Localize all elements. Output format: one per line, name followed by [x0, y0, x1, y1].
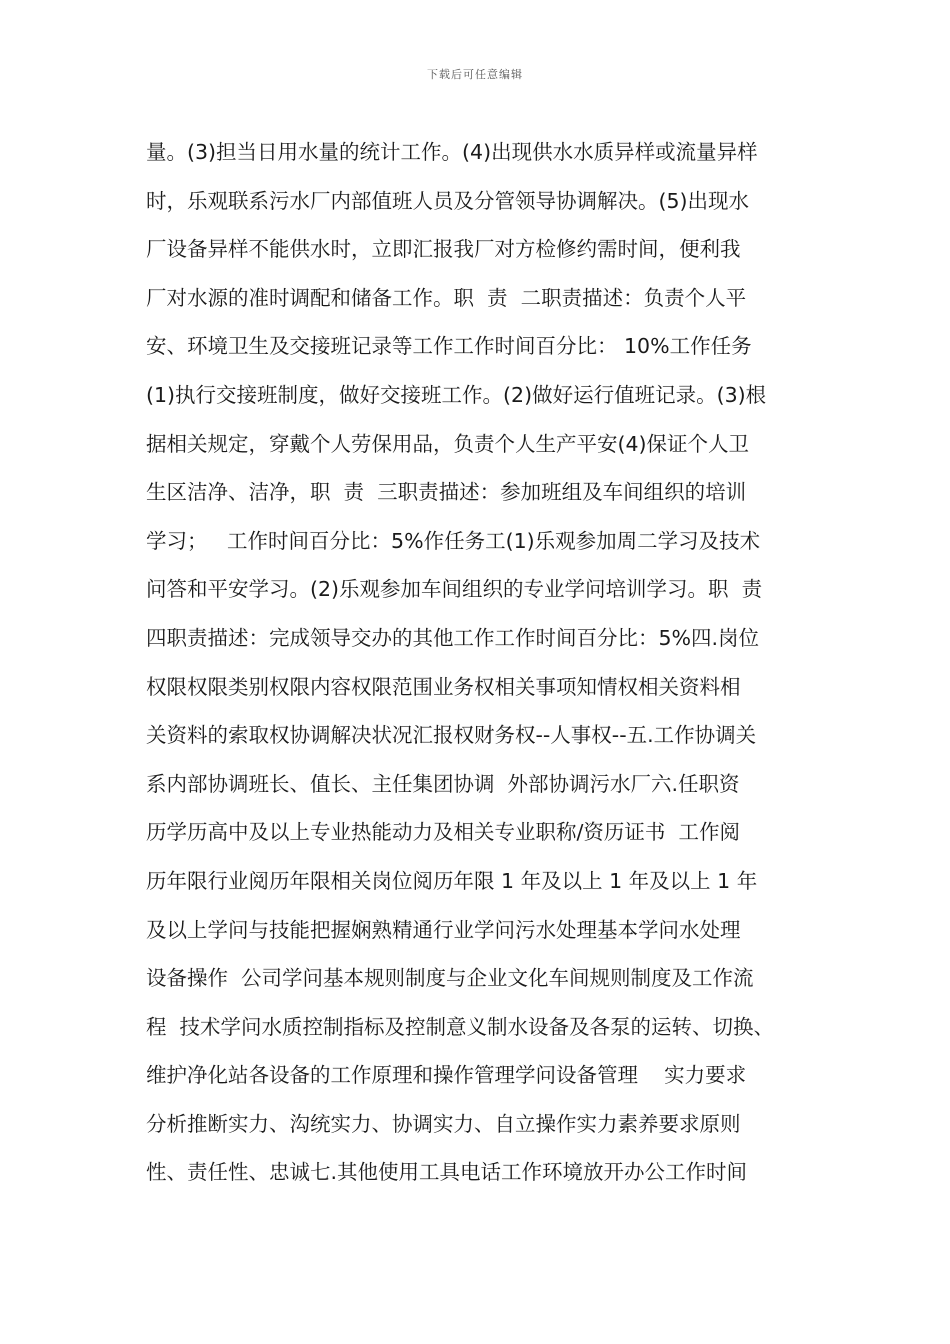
- body-line: 系内部协调班长、值长、主任集团协调 外部协调污水厂六.任职资: [146, 771, 740, 796]
- body-line: 性、责任性、忠诚七.其他使用工具电话工作环境放开办公工作时间: [146, 1160, 748, 1185]
- body-line: 据相关规定，穿戴个人劳保用品，负责个人生产平安(4)保证个人卫: [146, 431, 750, 456]
- body-line: 权限权限类别权限内容权限范围业务权相关事项知情权相关资料相: [146, 674, 741, 699]
- body-line: 厂对水源的准时调配和储备工作。职 责 二职责描述：负责个人平: [146, 285, 747, 310]
- body-line: 时，乐观联系污水厂内部值班人员及分管领导协调解决。(5)出现水: [146, 188, 750, 213]
- body-line: (1)执行交接班制度，做好交接班工作。(2)做好运行值班记录。(3)根: [146, 382, 767, 407]
- body-line: 问答和平安学习。(2)乐观参加车间组织的专业学问培训学习。职 责: [146, 577, 763, 602]
- body-line: 生区洁净、洁净，职 责 三职责描述：参加班组及车间组织的培训: [146, 480, 747, 505]
- body-line: 及以上学问与技能把握娴熟精通行业学问污水处理基本学问水处理: [146, 917, 741, 942]
- body-line: 维护净化站各设备的工作原理和操作管理学问设备管理 实力要求: [146, 1063, 747, 1088]
- body-line: 安、环境卫生及交接班记录等工作工作时间百分比： 10%工作任务: [146, 334, 752, 359]
- body-line: 设备操作 公司学问基本规则制度与企业文化车间规则制度及工作流: [146, 966, 754, 991]
- page-header: 下载后可任意编辑: [427, 68, 523, 81]
- document-body: [146, 128, 806, 1197]
- body-line: 分析推断实力、沟统实力、协调实力、自立操作实力素养要求原则: [146, 1111, 741, 1136]
- body-line: 量。(3)担当日用水量的统计工作。(4)出现供水水质异样或流量异样: [146, 140, 758, 164]
- body-line: 历学历高中及以上专业热能动力及相关专业职称/资历证书 工作阅: [146, 820, 740, 845]
- body-line: 历年限行业阅历年限相关岗位阅历年限 1 年及以上 1 年及以上 1 年: [146, 868, 758, 893]
- body-line: 程 技术学问水质控制指标及控制意义制水设备及各泵的运转、切换、: [146, 1014, 775, 1039]
- body-line: 学习； 工作时间百分比：5%作任务工(1)乐观参加周二学习及技术: [146, 528, 761, 553]
- body-line: 关资料的索取权协调解决状况汇报权财务权--人事权--五.工作协调关: [146, 723, 757, 748]
- body-line: 四职责描述：完成领导交办的其他工作工作时间百分比：5%四.岗位: [146, 625, 760, 650]
- body-line: 厂设备异样不能供水时，立即汇报我厂对方检修约需时间，便利我: [146, 237, 741, 262]
